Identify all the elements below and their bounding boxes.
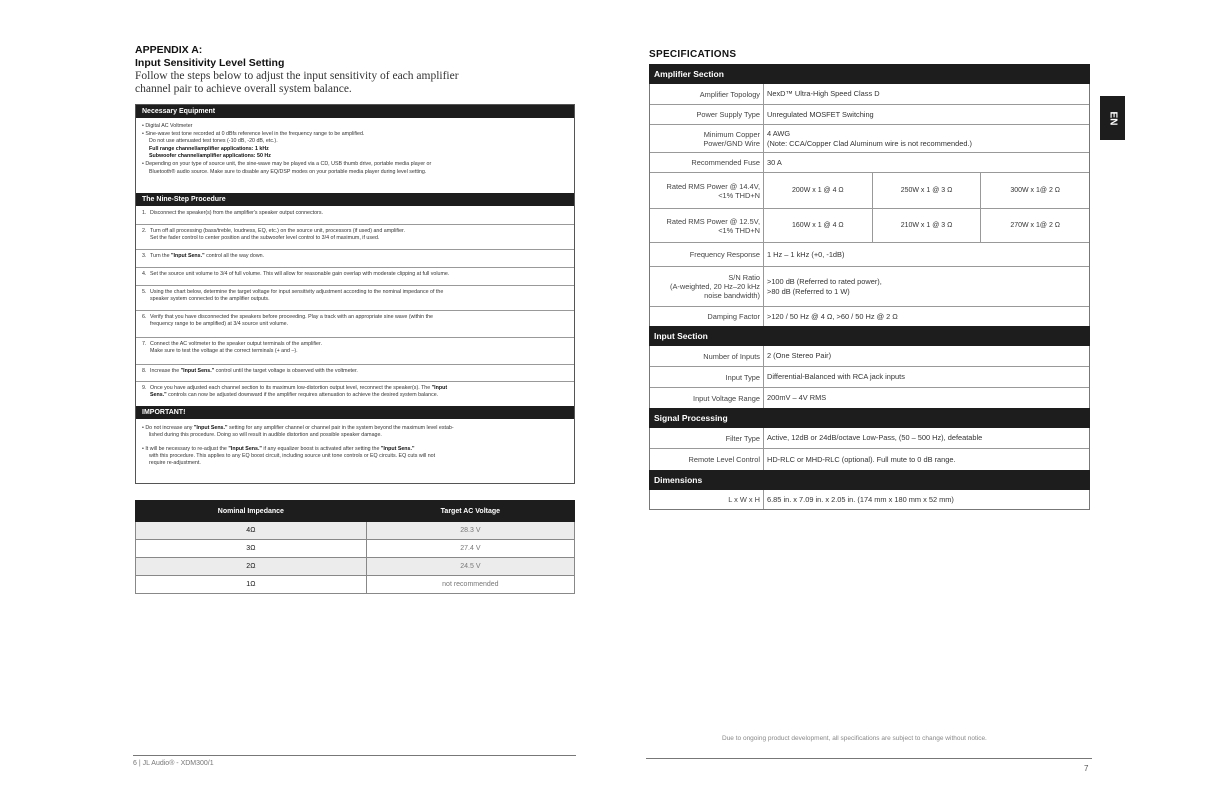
table-row	[136, 558, 575, 576]
spec-value-text: 6.85 in. x 7.09 in. x 2.05 in. (174 mm x 180 mm x 52 mm)	[767, 494, 954, 504]
step-text: Disconnect the speaker(s) from the amplifier's speaker output connectors.	[150, 210, 323, 216]
spec-label-text: Power/GND Wire	[703, 138, 760, 148]
spec-label-text: Power Supply Type	[696, 110, 760, 119]
left-footer: 6 | JL Audio® - XDM300/1	[133, 760, 214, 767]
spec-label-text: Filter Type	[725, 433, 760, 443]
spec-label	[650, 490, 764, 509]
spec-value-text: (Note: CCA/Copper Clad Aluminum wire is not recommended.)	[767, 138, 972, 148]
procedure-step	[136, 365, 574, 382]
table-row	[136, 540, 575, 558]
section-heading-input: Input Section	[649, 326, 1090, 346]
equipment-line: • Depending on your type of source unit, the sine-wave may be played via a CD, USB thumb drive, portable media player or	[142, 160, 432, 167]
equipment-list	[142, 123, 568, 176]
spec-label-text: Remote Level Control	[688, 455, 760, 464]
step-text-bold: Sens."	[150, 392, 167, 398]
impedance-cell: 4Ω	[136, 522, 367, 540]
spec-row	[650, 490, 1089, 509]
spec-value-text: 1 Hz – 1 kHz (+0, -1dB)	[767, 249, 845, 259]
spec-label-text: Recommended Fuse	[691, 158, 760, 167]
equipment-line: • Sine-wave test tone recorded at 0 dBfs reference level in the frequency range to be amplified.	[142, 130, 365, 137]
spec-label	[650, 173, 764, 208]
equipment-line: Subwoofer channel/amplifier applications: 50 Hz	[149, 153, 271, 160]
equipment-heading: Necessary Equipment	[136, 105, 574, 118]
specifications-disclaimer: Due to ongoing product development, all specifications are subject to change without notice.	[722, 735, 987, 742]
spec-value	[767, 428, 1085, 448]
spec-row	[650, 208, 1089, 242]
step-number: 8.	[142, 368, 147, 374]
spec-label	[650, 367, 764, 387]
spec-value-text: HD-RLC or MHD-RLC (optional). Full mute to 0 dB range.	[767, 454, 956, 464]
spec-label-text: Amplifier Topology	[699, 89, 760, 99]
spec-label-text: S/N Ratio	[728, 273, 760, 282]
spec-value	[767, 84, 1085, 104]
spec-value-text: 200mV – 4V RMS	[767, 393, 827, 403]
spec-row	[650, 84, 1089, 104]
step-text: Once you have adjusted each channel section to its maximum low-distortion output level, reconnect the speaker(s). The	[150, 385, 432, 391]
section-heading-signal: Signal Processing	[649, 408, 1090, 428]
spec-value-cells	[764, 173, 1089, 208]
power-cell-3ohm: 250W x 1 @ 3 Ω	[873, 173, 982, 208]
spec-label	[650, 125, 764, 152]
specifications-title: SPECIFICATIONS	[649, 49, 737, 60]
step-text: controls can now be adjusted downward if the amplifier requires attenuation to achieve the desired system balance.	[166, 392, 439, 398]
step-number: 1.	[142, 210, 147, 216]
step-number: 7.	[142, 341, 147, 347]
step-text: frequency range to be amplified) at 3/4 source unit volume.	[150, 321, 289, 327]
important-text-bold: "Input Sens."	[228, 446, 262, 452]
table-row	[136, 522, 575, 540]
step-text: control all the way down.	[204, 253, 265, 259]
step-text: speaker system connected to the amplifier outputs.	[150, 296, 270, 302]
spec-value	[767, 243, 1085, 266]
spec-value-text: NexD™ Ultra-High Speed Class D	[767, 89, 880, 99]
spec-label	[650, 307, 764, 326]
spec-label	[650, 388, 764, 408]
spec-value	[767, 367, 1085, 387]
spec-value	[767, 346, 1085, 366]
important-text: setting for any amplifier channel or channel pair in the system beyond the maximum level estab-	[227, 425, 454, 431]
equipment-line: • Digital AC Voltmeter	[142, 123, 193, 129]
step-text: Connect the AC voltmeter to the speaker output terminals of the amplifier.	[150, 341, 322, 347]
step-text: Set the fader control to center position and the subwoofer level control to 3/4 of maximum, if used.	[150, 235, 380, 241]
impedance-cell: 1Ω	[136, 576, 367, 594]
spec-value	[767, 267, 1085, 306]
step-number: 9.	[142, 385, 147, 391]
step-text: Turn off all processing (bass/treble, loudness, EQ, etc.) on the source unit, processors (if used) and amplifier.	[150, 228, 405, 234]
spec-label	[650, 243, 764, 266]
step-text-bold: "Input	[431, 385, 448, 391]
step-number: 4.	[142, 271, 147, 277]
equipment-line: Full range channel/amplifier applications: 1 kHz	[149, 145, 269, 152]
procedure-step	[136, 382, 574, 406]
spec-row	[650, 387, 1089, 408]
footer-divider	[133, 755, 576, 756]
spec-label	[650, 449, 764, 470]
equipment-line: Do not use attenuated test tones (-10 dB, -20 dB, etc.).	[149, 138, 278, 145]
step-text-bold: "Input Sens."	[171, 253, 205, 259]
spec-value-text: Active, 12dB or 24dB/octave Low-Pass, (50 – 500 Hz), defeatable	[767, 433, 983, 443]
spec-value-text: 2 (One Stereo Pair)	[767, 351, 832, 361]
spec-label	[650, 209, 764, 242]
spec-value	[767, 105, 1085, 124]
spec-label-text: (A-weighted, 20 Hz–20 kHz	[670, 282, 760, 291]
spec-label-text: <1% THD+N	[718, 190, 760, 200]
voltage-cell: 28.3 V	[366, 522, 574, 540]
spec-label-text: Minimum Copper	[703, 129, 760, 139]
impedance-cell: 3Ω	[136, 540, 367, 558]
step-text: Make sure to test the voltage at the correct terminals (+ and –).	[150, 348, 298, 354]
table-row	[136, 576, 575, 594]
step-number: 2.	[142, 228, 147, 234]
spec-label	[650, 105, 764, 124]
spec-row	[650, 104, 1089, 124]
spec-label-text: Frequency Response	[689, 250, 760, 259]
important-item	[142, 425, 568, 439]
important-text: • Do not increase any	[142, 425, 194, 431]
header-impedance: Nominal Impedance	[136, 501, 367, 522]
spec-value-text: 4 AWG	[767, 129, 791, 138]
appendix-intro: Follow the steps below to adjust the input sensitivity of each amplifier channel pair to achieve overall system balance.	[135, 70, 459, 95]
impedance-cell: 2Ω	[136, 558, 367, 576]
step-number: 5.	[142, 289, 147, 295]
footer-divider	[646, 758, 1092, 759]
step-text-bold: "Input Sens."	[180, 368, 215, 374]
spec-label	[650, 428, 764, 448]
spec-row	[650, 428, 1089, 448]
spec-row	[650, 448, 1089, 470]
spec-label-text: Damping Factor	[707, 312, 760, 321]
step-text: control until the target voltage is observed with the voltmeter.	[214, 368, 358, 374]
important-text: with this procedure. This applies to any EQ boost circuit, including source unit tone controls or EQ circuits. EQ cuts will not	[149, 453, 436, 459]
spec-value-text: >100 dB (Referred to rated power),	[767, 277, 882, 286]
step-text: Increase the	[150, 368, 181, 374]
spec-value	[767, 125, 1085, 152]
spec-value	[767, 449, 1085, 470]
voltage-cell: not recommended	[366, 576, 574, 594]
step-number: 3.	[142, 253, 147, 259]
spec-value	[767, 307, 1085, 326]
spec-value-text: >120 / 50 Hz @ 4 Ω, >60 / 50 Hz @ 2 Ω	[767, 311, 898, 321]
spec-row	[650, 152, 1089, 172]
spec-label-text: noise bandwidth)	[704, 291, 760, 300]
spec-value	[767, 153, 1085, 172]
important-text: • It will be necessary to re-adjust the	[142, 446, 229, 452]
step-text: Verify that you have disconnected the speakers before proceeding. Play a track with an appropriate sine wave (within the	[150, 314, 433, 320]
procedure-step	[136, 250, 574, 268]
procedure-step	[136, 207, 574, 225]
spec-label-text: <1% THD+N	[718, 225, 760, 235]
important-text-bold: "Input Sens."	[193, 425, 228, 431]
voltage-table	[135, 500, 575, 594]
spec-label	[650, 267, 764, 306]
appendix-title: APPENDIX A:	[135, 44, 203, 56]
spec-label	[650, 153, 764, 172]
procedure-step	[136, 338, 574, 365]
procedure-heading: The Nine-Step Procedure	[136, 193, 574, 206]
important-text: lished during this procedure. Doing so will result in audible distortion and possible speaker damage.	[149, 432, 382, 438]
power-cell-2ohm: 300W x 1@ 2 Ω	[1010, 187, 1061, 194]
step-text: Turn the	[150, 253, 172, 259]
step-text: Using the chart below, determine the target voltage for input sensitivity adjustment according to the nominal impedance of the	[150, 289, 444, 295]
spec-label-text: Rated RMS Power @ 14.4V,	[666, 181, 760, 191]
spec-label-text: L x W x H	[728, 495, 760, 504]
procedure-step	[136, 311, 574, 338]
spec-value	[767, 490, 1085, 509]
important-text: require re-adjustment.	[149, 460, 201, 466]
power-cell-4ohm: 200W x 1 @ 4 Ω	[764, 173, 873, 208]
spec-value-cells	[764, 209, 1089, 242]
step-text: Set the source unit volume to 3/4 of full volume. This will allow for reasonable gain overlap with moderate clipping at full volume.	[150, 271, 450, 277]
step-number: 6.	[142, 314, 147, 320]
spec-row	[650, 346, 1089, 366]
spec-value-text: >80 dB (Referred to 1 W)	[767, 286, 850, 296]
spec-row	[650, 266, 1089, 306]
language-tab-label: EN	[1107, 111, 1118, 125]
spec-label	[650, 346, 764, 366]
right-page	[612, 0, 1225, 792]
specifications-table	[649, 64, 1090, 510]
spec-label	[650, 84, 764, 104]
equipment-line: Bluetooth® audio source. Make sure to disable any EQ/DSP modes on your portable media player during level setting.	[149, 168, 427, 175]
voltage-cell: 24.5 V	[366, 558, 574, 576]
left-page	[0, 0, 612, 792]
procedure-step	[136, 225, 574, 250]
spec-row	[650, 306, 1089, 326]
important-item	[142, 446, 568, 467]
spec-row	[650, 242, 1089, 266]
power-cell-2ohm: 270W x 1@ 2 Ω	[1010, 222, 1061, 229]
important-text-bold: "Input Sens."	[380, 446, 415, 452]
spec-value	[767, 388, 1085, 408]
spec-value-text: Unregulated MOSFET Switching	[767, 109, 874, 119]
language-tab	[1100, 96, 1125, 140]
voltage-cell: 27.4 V	[366, 540, 574, 558]
spec-label-text: Input Voltage Range	[693, 393, 760, 403]
section-heading-amplifier: Amplifier Section	[649, 64, 1090, 84]
spec-label-text: Number of Inputs	[703, 351, 760, 361]
table-header-row	[136, 501, 575, 522]
procedure-step	[136, 268, 574, 286]
spec-label-text: Input Type	[725, 372, 760, 382]
spec-value-text: 30 A	[767, 157, 782, 167]
power-cell-3ohm: 210W x 1 @ 3 Ω	[873, 209, 982, 242]
spec-row	[650, 172, 1089, 208]
procedure-box	[135, 104, 575, 484]
page-number: 7	[1084, 764, 1089, 773]
header-voltage: Target AC Voltage	[366, 501, 574, 522]
spec-label-text: Rated RMS Power @ 12.5V,	[666, 216, 760, 226]
appendix-subtitle: Input Sensitivity Level Setting	[135, 57, 285, 69]
section-heading-dimensions: Dimensions	[649, 470, 1090, 490]
important-heading: IMPORTANT!	[136, 406, 574, 419]
important-text: if any equalizer boost is activated after setting the	[261, 446, 381, 452]
procedure-step	[136, 286, 574, 311]
spec-value-text: Differential-Balanced with RCA jack inputs	[767, 372, 905, 382]
power-cell-4ohm: 160W x 1 @ 4 Ω	[764, 209, 873, 242]
spec-row	[650, 124, 1089, 152]
spec-row	[650, 366, 1089, 387]
